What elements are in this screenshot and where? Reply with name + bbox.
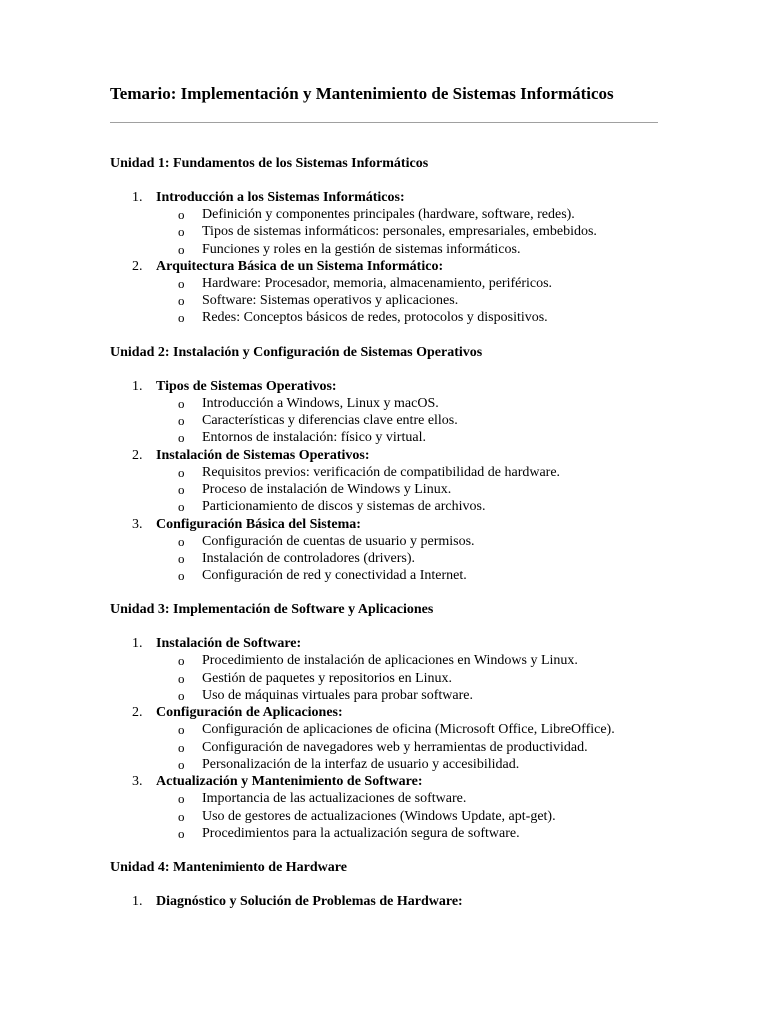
point-item [156,292,658,309]
topic-number: 2. [132,447,143,463]
point-text: Particionamiento de discos y sistemas de archivos. [202,499,486,515]
hollow-bullet-icon: o [178,568,185,584]
point-item [156,412,658,429]
document-title: Temario: Implementación y Mantenimiento de Sistemas Informáticos [110,84,614,103]
point-text: Entornos de instalación: físico y virtual. [202,430,426,446]
point-text: Gestión de paquetes y repositorios en Linux. [202,670,453,686]
document-body [110,155,658,927]
hollow-bullet-icon: o [178,739,185,755]
point-text: Uso de gestores de actualizaciones (Windows Update, apt-get). [202,808,556,824]
topic-label: Arquitectura Básica de un Sistema Informático: [156,258,444,274]
point-item [156,533,658,550]
unit-section [110,344,658,585]
hollow-bullet-icon: o [178,224,185,240]
topic-list [110,635,658,842]
topic-number: 1. [132,894,143,910]
point-item [156,567,658,584]
topic-item [110,516,658,585]
point-item [156,687,658,704]
point-text: Procedimientos para la actualización segura de software. [202,825,520,841]
topic-item [110,773,658,842]
point-item [156,241,658,258]
point-text: Proceso de instalación de Windows y Linux. [202,481,452,497]
point-text: Software: Sistemas operativos y aplicaciones. [202,293,459,309]
topic-label: Configuración de Aplicaciones: [156,705,343,721]
point-list [156,275,658,327]
point-list [156,395,658,447]
topic-item [110,189,658,258]
topic-label: Actualización y Mantenimiento de Software: [156,774,423,790]
topic-number: 1. [132,636,143,652]
topic-list [110,189,658,327]
topic-label: Instalación de Software: [156,636,302,652]
topic-item [110,893,658,910]
topic-list [110,378,658,585]
hollow-bullet-icon: o [178,791,185,807]
point-item [156,652,658,669]
point-text: Configuración de aplicaciones de oficina (Microsoft Office, LibreOffice). [202,722,615,738]
topic-number: 2. [132,258,143,274]
hollow-bullet-icon: o [178,395,185,411]
point-item [156,739,658,756]
point-list [156,721,658,773]
point-text: Procedimiento de instalación de aplicaciones en Windows y Linux. [202,653,578,669]
topic-item [110,704,658,773]
point-text: Definición y componentes principales (hardware, software, redes). [202,207,575,222]
topic-item [110,447,658,516]
point-list [156,790,658,842]
topic-label: Configuración Básica del Sistema: [156,516,361,532]
point-text: Requisitos previos: verificación de compatibilidad de hardware. [202,464,561,480]
topic-number: 3. [132,774,143,790]
point-text: Personalización de la interfaz de usuario y accesibilidad. [202,756,520,772]
topic-item [110,378,658,447]
hollow-bullet-icon: o [178,825,185,841]
point-item [156,670,658,687]
point-text: Introducción a Windows, Linux y macOS. [202,395,439,411]
point-item [156,395,658,412]
point-list [156,206,658,258]
point-text: Configuración de navegadores web y herramientas de productividad. [202,739,588,755]
hollow-bullet-icon: o [178,688,185,704]
hollow-bullet-icon: o [178,207,185,222]
point-item [156,721,658,738]
hollow-bullet-icon: o [178,293,185,309]
point-text: Configuración de cuentas de usuario y permisos. [202,533,475,549]
hollow-bullet-icon: o [178,722,185,738]
point-text: Funciones y roles en la gestión de sistemas informáticos. [202,241,521,257]
unit-heading: Unidad 2: Instalación y Configuración de Sistemas Operativos [110,344,483,360]
topic-number: 3. [132,516,143,532]
topic-number: 2. [132,705,143,721]
point-text: Características y diferencias clave entre ellos. [202,413,458,429]
title-divider [110,122,658,123]
point-item [156,481,658,498]
topic-number: 1. [132,378,143,394]
hollow-bullet-icon: o [178,670,185,686]
point-list [156,652,658,704]
point-text: Redes: Conceptos básicos de redes, protocolos y dispositivos. [202,310,548,326]
hollow-bullet-icon: o [178,481,185,497]
hollow-bullet-icon: o [178,413,185,429]
point-list [156,533,658,585]
hollow-bullet-icon: o [178,808,185,824]
point-item [156,206,658,223]
point-item [156,808,658,825]
hollow-bullet-icon: o [178,533,185,549]
unit-section [110,859,658,910]
point-item [156,429,658,446]
topic-list [110,893,658,910]
topic-label: Diagnóstico y Solución de Problemas de Hardware: [156,894,463,910]
point-list [156,464,658,516]
hollow-bullet-icon: o [178,241,185,257]
point-text: Configuración de red y conectividad a Internet. [202,568,467,584]
hollow-bullet-icon: o [178,464,185,480]
point-text: Importancia de las actualizaciones de software. [202,791,467,807]
hollow-bullet-icon: o [178,430,185,446]
hollow-bullet-icon: o [178,310,185,326]
point-item [156,275,658,292]
hollow-bullet-icon: o [178,756,185,772]
hollow-bullet-icon: o [178,653,185,669]
point-item [156,550,658,567]
hollow-bullet-icon: o [178,499,185,515]
unit-section [110,155,658,327]
point-text: Tipos de sistemas informáticos: personales, empresariales, embebidos. [202,224,597,240]
unit-heading: Unidad 3: Implementación de Software y Aplicaciones [110,602,434,618]
point-item [156,309,658,326]
point-item [156,756,658,773]
topic-label: Tipos de Sistemas Operativos: [156,378,337,394]
point-item [156,498,658,515]
point-item [156,223,658,240]
point-item [156,464,658,481]
topic-item [110,258,658,327]
topic-item [110,635,658,704]
point-text: Instalación de controladores (drivers). [202,550,416,566]
unit-section [110,601,658,842]
point-item [156,790,658,807]
topic-label: Introducción a los Sistemas Informáticos: [156,190,405,205]
point-text: Hardware: Procesador, memoria, almacenamiento, periféricos. [202,275,553,291]
hollow-bullet-icon: o [178,275,185,291]
topic-number: 1. [132,190,143,205]
unit-heading: Unidad 1: Fundamentos de los Sistemas Informáticos [110,156,429,171]
point-text: Uso de máquinas virtuales para probar software. [202,688,473,704]
unit-heading: Unidad 4: Mantenimiento de Hardware [110,860,347,876]
hollow-bullet-icon: o [178,550,185,566]
point-item [156,825,658,842]
topic-label: Instalación de Sistemas Operativos: [156,447,370,463]
